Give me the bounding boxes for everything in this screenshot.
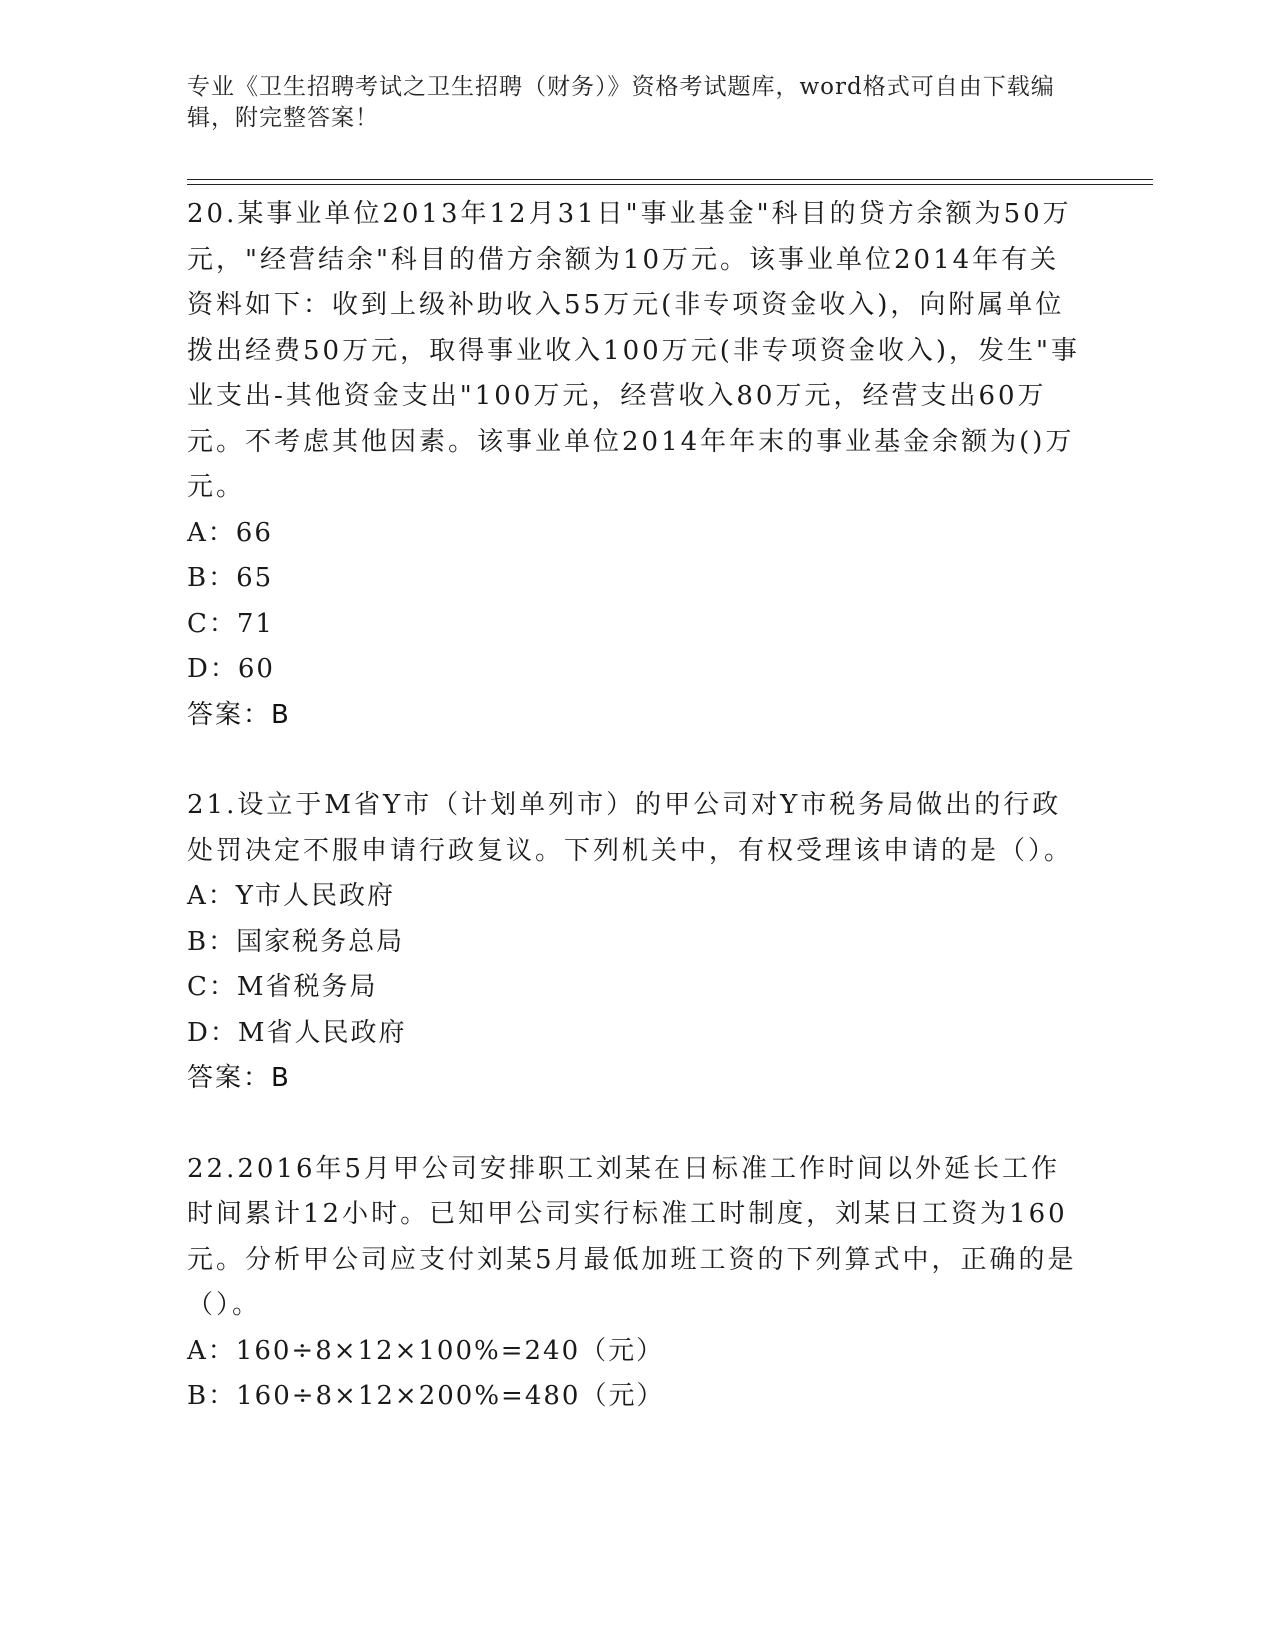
document-header <box>187 72 1087 134</box>
option-c: C：M省税务局 <box>187 972 378 1002</box>
option-c: C：71 <box>187 608 274 639</box>
header-divider-top <box>187 179 1153 180</box>
option-a: A：66 <box>187 517 273 548</box>
option-a: A：160÷8×12×100%=240（元） <box>187 1335 665 1366</box>
question-list <box>187 192 1087 1420</box>
question-stem: 21.设立于M省Y市（计划单列市）的甲公司对Y市税务局做出的行政处罚决定不服申请行政复议。下列机关中，有权受理该申请的是（）。 <box>187 790 1074 866</box>
question-spacer <box>187 738 1087 783</box>
header-text: 专业《卫生招聘考试之卫生招聘（财务）》资格考试题库，word格式可自由下载编辑，附完整答案！ <box>187 74 1055 131</box>
question-22 <box>187 1147 1087 1420</box>
option-b: B：65 <box>187 563 274 593</box>
question-spacer <box>187 1102 1087 1147</box>
option-d: D：60 <box>187 654 275 684</box>
option-b: B：160÷8×12×200%=480（元） <box>187 1381 665 1411</box>
option-d: D：M省人民政府 <box>187 1017 407 1048</box>
question-stem: 22.2016年5月甲公司安排职工刘某在日标准工作时间以外延长工作时间累计12小时。已知甲公司实行标准工时制度，刘某日工资为160元。分析甲公司应支付刘某5月最低加班工资的下列算式中，正确的是（）。 <box>187 1153 1077 1320</box>
question-21 <box>187 783 1087 1102</box>
answer-line: 答案：B <box>187 1063 291 1093</box>
question-20 <box>187 192 1087 738</box>
option-b: B：国家税务总局 <box>187 926 405 957</box>
option-a: A：Y市人民政府 <box>187 881 395 911</box>
question-stem: 20.某事业单位2013年12月31日"事业基金"科目的贷方余额为50万元，"经营结余"科目的借方余额为10万元。该事业单位2014年有关资料如下：收到上级补助收入55万元(非专项资金收入)，向附属单位拨出经费50万元，取得事业收入100万元(非专项资金收入)，发生"事业支出-其他资金支出"100万元，经营收入80万元，经营支出60万元。不考虑其他因素。该事业单位2014年年末的事业基金余额为()万元。 <box>187 199 1080 502</box>
answer-line: 答案：B <box>187 699 291 730</box>
header-divider-bottom <box>187 184 1153 185</box>
